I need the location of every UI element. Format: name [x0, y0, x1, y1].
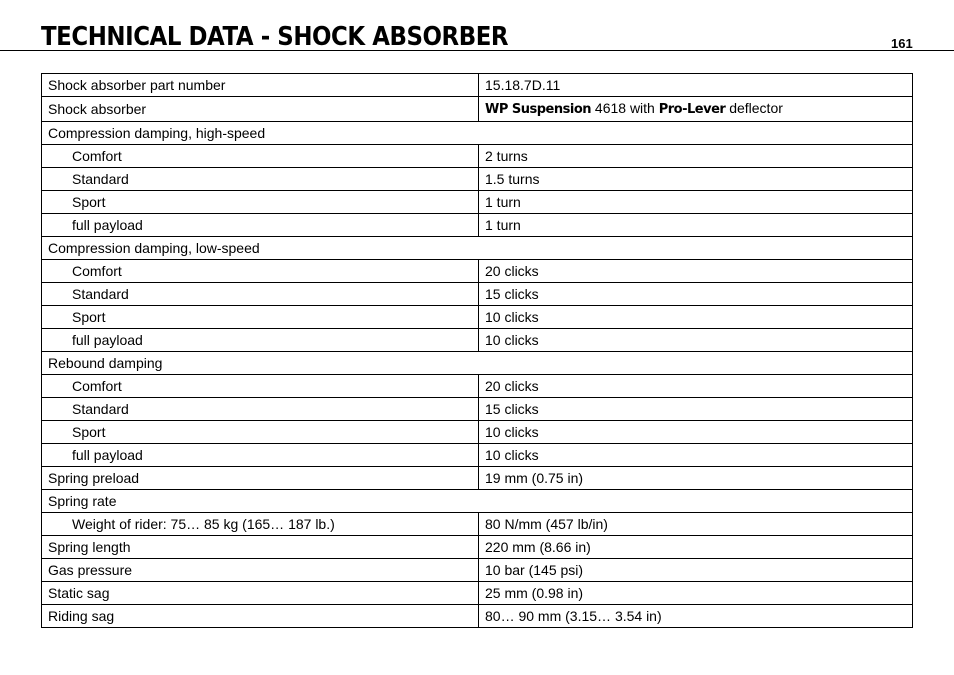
row-value: 80… 90 mm (3.15… 3.54 in) [479, 605, 913, 628]
section-label: Compression damping, high-speed [42, 122, 913, 145]
table-row [42, 375, 913, 398]
row-value: 1.5 turns [479, 168, 913, 191]
row-label: Sport [42, 191, 479, 214]
table-row [42, 214, 913, 237]
table-row [42, 536, 913, 559]
table-row [42, 559, 913, 582]
section-row [42, 122, 913, 145]
row-label: Spring length [42, 536, 479, 559]
row-label: Comfort [42, 375, 479, 398]
section-label: Spring rate [42, 490, 913, 513]
table-row [42, 329, 913, 352]
row-value: 1 turn [479, 214, 913, 237]
table-row [42, 306, 913, 329]
row-value: 20 clicks [479, 260, 913, 283]
table-row [42, 605, 913, 628]
suffix-text: deflector [725, 100, 783, 116]
row-label: Standard [42, 283, 479, 306]
row-label: Sport [42, 421, 479, 444]
row-label: Riding sag [42, 605, 479, 628]
shock-absorber-spec-table [41, 73, 913, 628]
row-label: Spring preload [42, 467, 479, 490]
row-value: 80 N/mm (457 lb/in) [479, 513, 913, 536]
row-label: Comfort [42, 145, 479, 168]
table-row [42, 398, 913, 421]
row-value: 15 clicks [479, 398, 913, 421]
row-label: Standard [42, 168, 479, 191]
row-value: 10 clicks [479, 329, 913, 352]
row-value: 25 mm (0.98 in) [479, 582, 913, 605]
row-label: Weight of rider: 75… 85 kg (165… 187 lb.) [42, 513, 479, 536]
table-row [42, 168, 913, 191]
table-row [42, 74, 913, 97]
row-label: full payload [42, 214, 479, 237]
page-number: 161 [891, 36, 913, 51]
row-value: 20 clicks [479, 375, 913, 398]
row-label: Standard [42, 398, 479, 421]
row-label: Shock absorber [42, 97, 479, 122]
section-row [42, 237, 913, 260]
table-row [42, 97, 913, 122]
table-row [42, 444, 913, 467]
row-value: 2 turns [479, 145, 913, 168]
section-row [42, 352, 913, 375]
row-label: full payload [42, 444, 479, 467]
row-value: 10 clicks [479, 421, 913, 444]
table-row [42, 421, 913, 444]
row-value: 15.18.7D.11 [479, 74, 913, 97]
row-value: 10 bar (145 psi) [479, 559, 913, 582]
model-text: 4618 with [591, 100, 659, 116]
row-value: 15 clicks [479, 283, 913, 306]
row-label: Gas pressure [42, 559, 479, 582]
table-row [42, 145, 913, 168]
row-label: Sport [42, 306, 479, 329]
section-label: Compression damping, low-speed [42, 237, 913, 260]
row-label: Shock absorber part number [42, 74, 479, 97]
page-title: TECHNICAL DATA - SHOCK ABSORBER [41, 22, 509, 52]
table-row [42, 191, 913, 214]
table-row [42, 513, 913, 536]
table-row [42, 260, 913, 283]
row-value [479, 97, 913, 122]
table-row [42, 467, 913, 490]
section-label: Rebound damping [42, 352, 913, 375]
section-row [42, 490, 913, 513]
row-value: 19 mm (0.75 in) [479, 467, 913, 490]
header-divider [0, 50, 954, 51]
brand-wp-suspension: WP Suspension [485, 102, 592, 117]
row-value: 1 turn [479, 191, 913, 214]
brand-pro-lever: Pro-Lever [658, 102, 726, 117]
row-label: Static sag [42, 582, 479, 605]
table-row [42, 283, 913, 306]
table-row [42, 582, 913, 605]
row-label: full payload [42, 329, 479, 352]
row-label: Comfort [42, 260, 479, 283]
row-value: 10 clicks [479, 306, 913, 329]
row-value: 10 clicks [479, 444, 913, 467]
row-value: 220 mm (8.66 in) [479, 536, 913, 559]
